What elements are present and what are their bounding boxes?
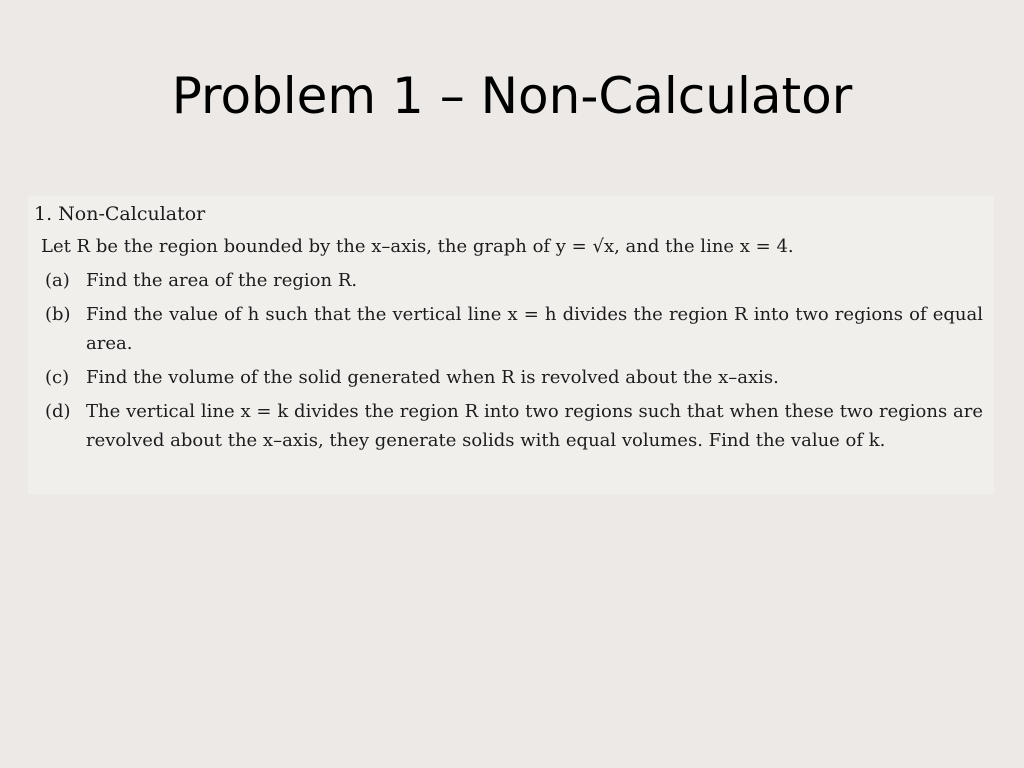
part-label: (b) [45, 304, 71, 325]
part-text: The vertical line x = k divides the region R into two regions such that when these two regions are revolved about the x–axis, they generate solids with equal volumes. Find the value of k. [86, 401, 983, 451]
problem-part-b [45, 300, 983, 358]
part-text: Find the value of h such that the vertical line x = h divides the region R into two regions of equal area. [86, 304, 983, 354]
problem-intro: Let R be the region bounded by the x–axis, the graph of y = √x, and the line x = 4. [41, 236, 794, 257]
problem-part-d [45, 397, 983, 455]
problem-scan [28, 196, 994, 494]
part-text: Find the volume of the solid generated when R is revolved about the x–axis. [86, 367, 779, 388]
problem-heading: 1. Non-Calculator [34, 203, 206, 225]
slide-title: Problem 1 – Non-Calculator [171, 67, 853, 125]
part-label: (d) [45, 401, 71, 422]
problem-part-a [45, 266, 983, 295]
part-label: (a) [45, 270, 70, 291]
part-label: (c) [45, 367, 70, 388]
part-text: Find the area of the region R. [86, 270, 358, 291]
problem-part-c [45, 363, 983, 392]
